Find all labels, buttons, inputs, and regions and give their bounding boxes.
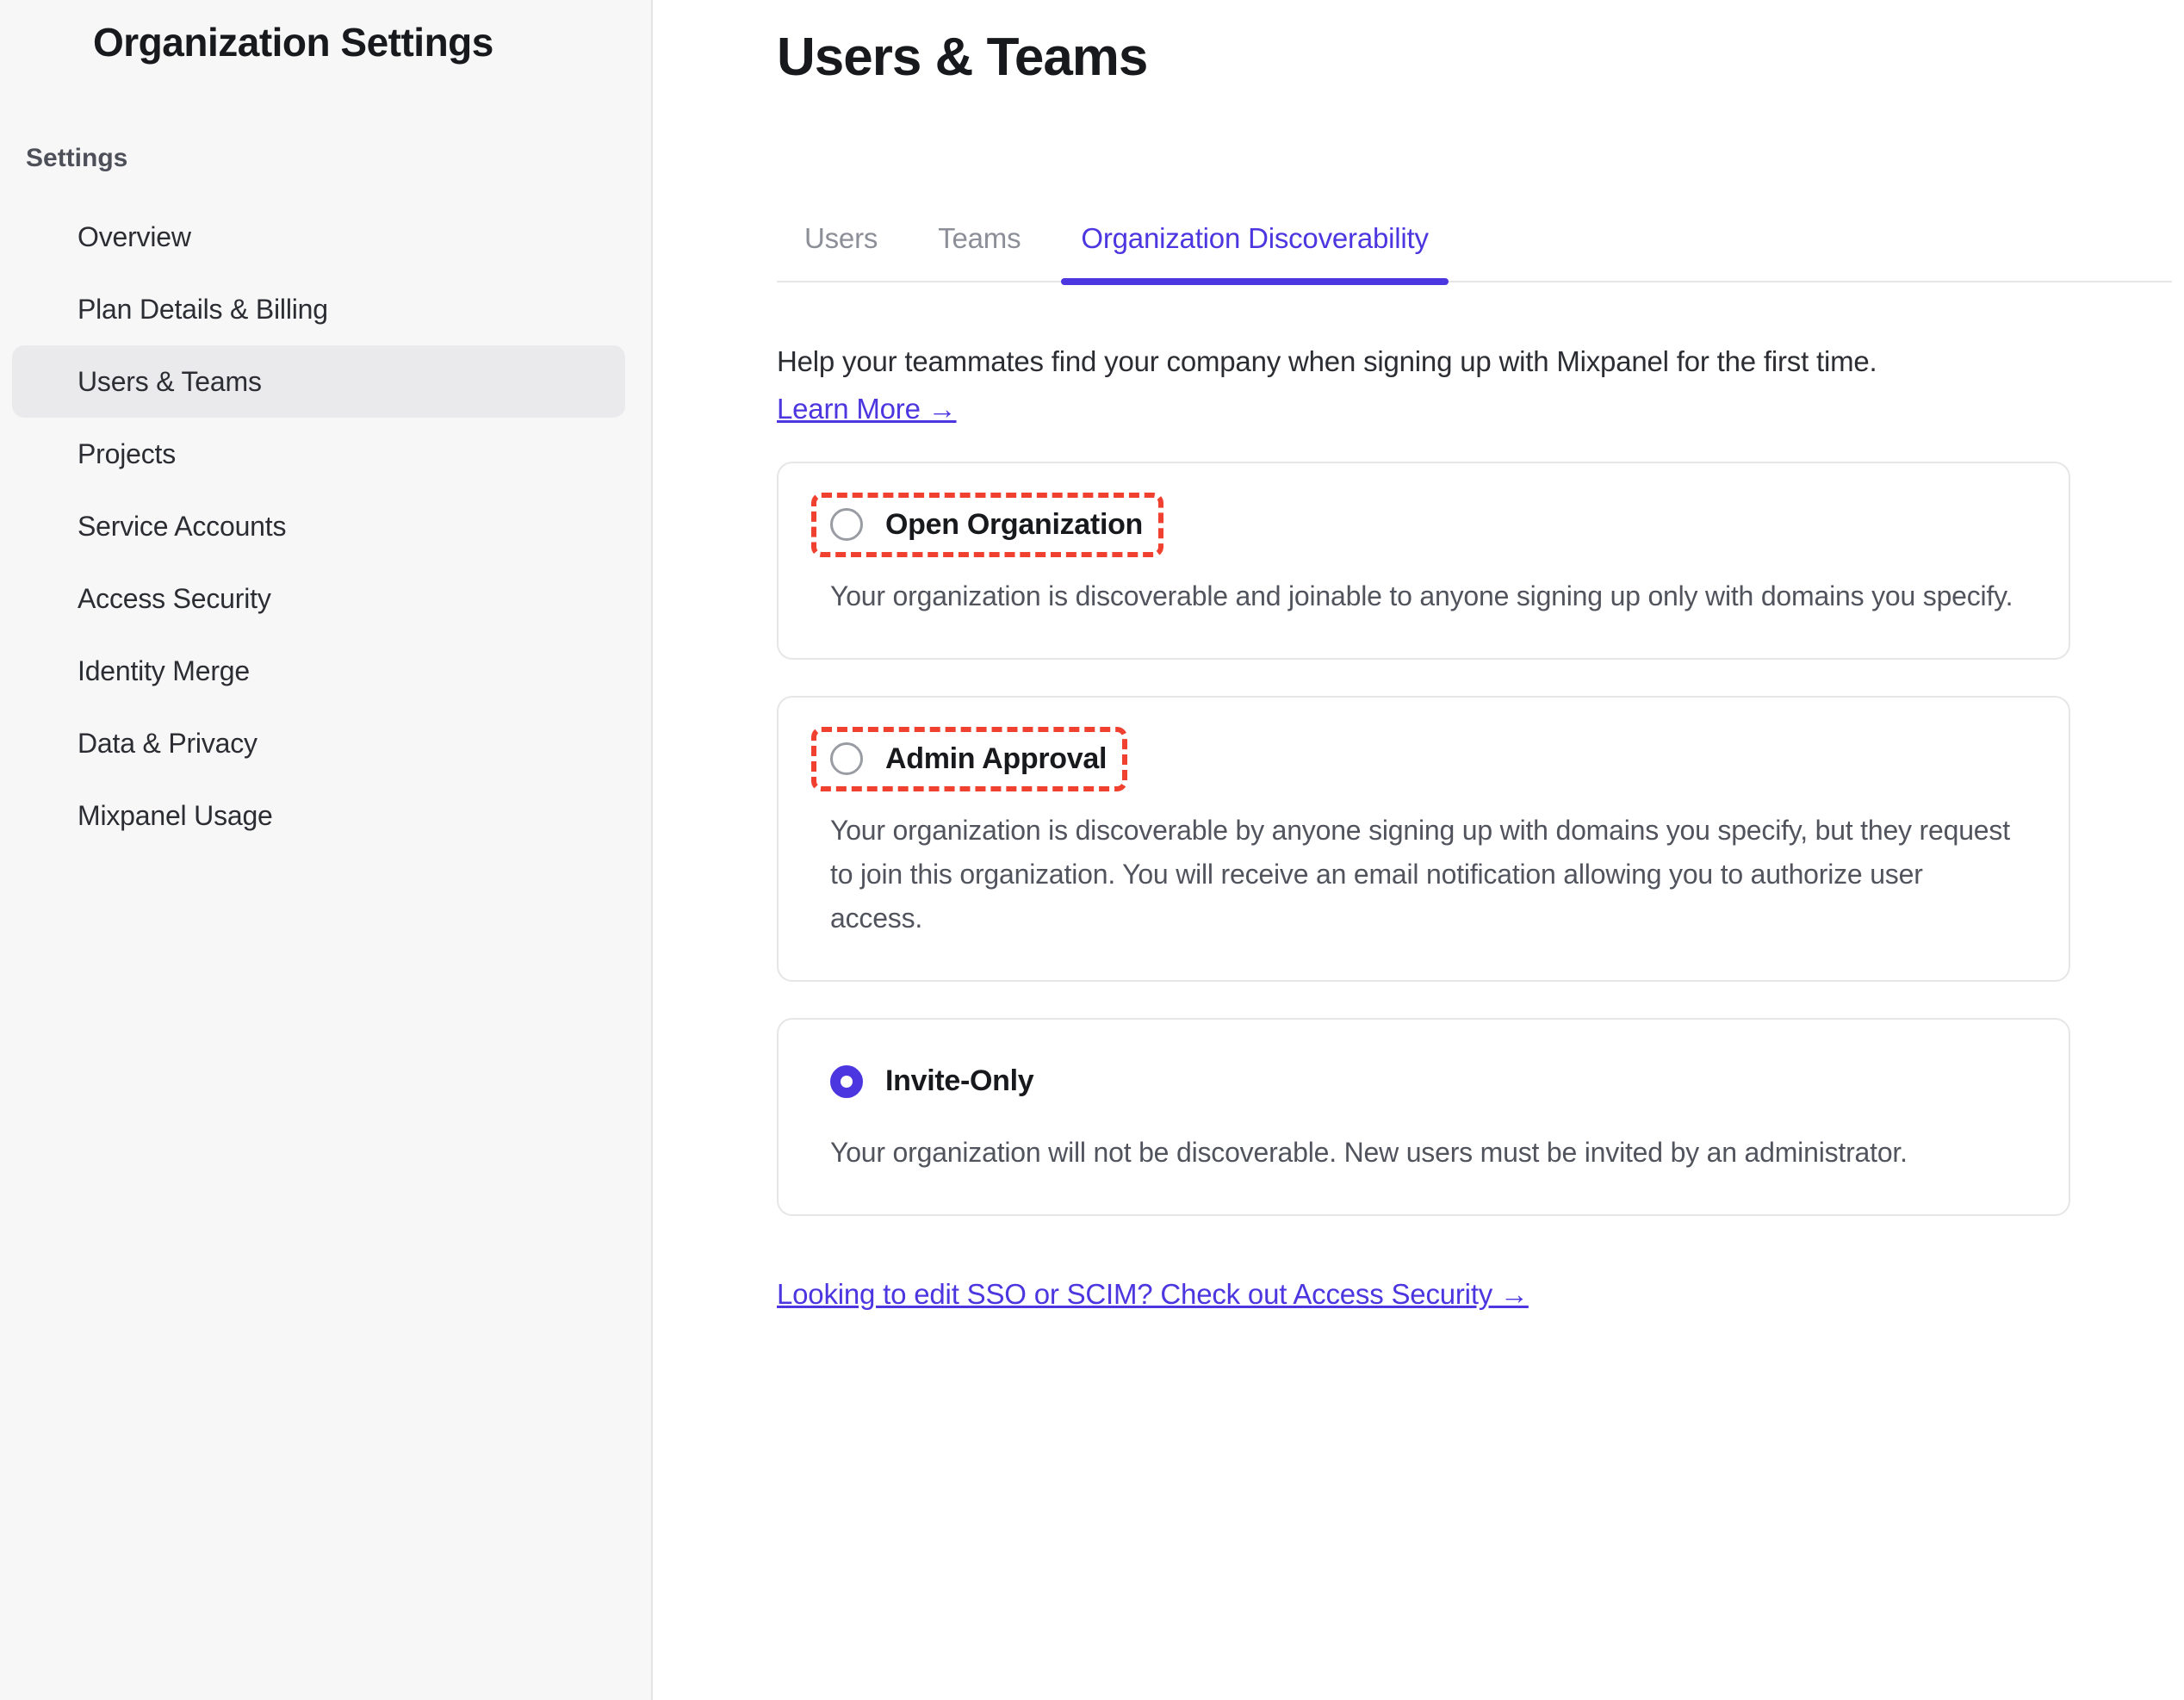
sidebar-item-users-teams[interactable] [12,345,625,418]
option-description: Your organization will not be discoverable. New users must be invited by an administrator. [830,1137,1908,1169]
sidebar-item-label: Identity Merge [78,655,250,686]
sidebar-item-label: Plan Details & Billing [78,293,328,325]
option-header-invite-only[interactable] [816,1054,1049,1108]
page-title: Users & Teams [777,28,1148,87]
sidebar-item-plan-details-billing[interactable] [12,273,625,345]
option-description: Your organization is discoverable by anyone signing up with domains you specify, but they request to join this organization. You will receive an email notification allowing you to authorize user access. [830,814,2010,934]
sidebar-title: Organization Settings [93,20,493,65]
tab-bar [777,200,2172,282]
option-card-open-organization[interactable] [777,462,2070,660]
sidebar-item-label: Service Accounts [78,510,287,542]
option-card-invite-only[interactable] [777,1018,2070,1216]
sidebar-item-label: Data & Privacy [78,727,257,759]
learn-more-link[interactable]: Learn More → [777,392,957,425]
sidebar-item-label: Users & Teams [78,365,262,397]
option-label: Admin Approval [885,741,1108,775]
tab-teams[interactable]: Teams [938,222,1021,255]
radio-invite-only[interactable] [830,1065,863,1098]
sidebar-item-access-security[interactable] [12,562,625,635]
sidebar [0,0,653,1700]
option-label: Invite-Only [885,1064,1034,1098]
tab-users[interactable]: Users [804,222,878,255]
sidebar-item-label: Projects [78,437,176,469]
option-description: Your organization is discoverable and joinable to anyone signing up only with domains you specify. [830,580,2013,611]
radio-open-organization[interactable] [830,508,863,541]
option-card-admin-approval[interactable] [777,696,2070,983]
sidebar-section-label: Settings [26,144,128,173]
sidebar-item-data-privacy[interactable] [12,707,625,779]
sidebar-nav [0,201,651,852]
option-label: Open Organization [885,507,1144,541]
option-header-open-organization[interactable] [816,498,1158,552]
sidebar-item-identity-merge[interactable] [12,635,625,707]
sidebar-item-overview[interactable] [12,201,625,273]
sidebar-item-mixpanel-usage[interactable] [12,779,625,852]
radio-admin-approval[interactable] [830,742,863,775]
sidebar-item-label: Mixpanel Usage [78,799,273,831]
sidebar-item-label: Access Security [78,582,271,614]
sidebar-item-label: Overview [78,220,191,252]
tab-organization-discoverability[interactable]: Organization Discoverability [1051,222,1458,281]
sidebar-item-service-accounts[interactable] [12,490,625,562]
option-header-admin-approval[interactable] [816,732,1122,786]
access-security-link[interactable]: Looking to edit SSO or SCIM? Check out Access Security → [777,1278,1529,1311]
intro-text: Help your teammates find your company when signing up with Mixpanel for the first time. [777,345,1877,378]
main-content [653,0,2184,1700]
sidebar-item-projects[interactable] [12,418,625,490]
